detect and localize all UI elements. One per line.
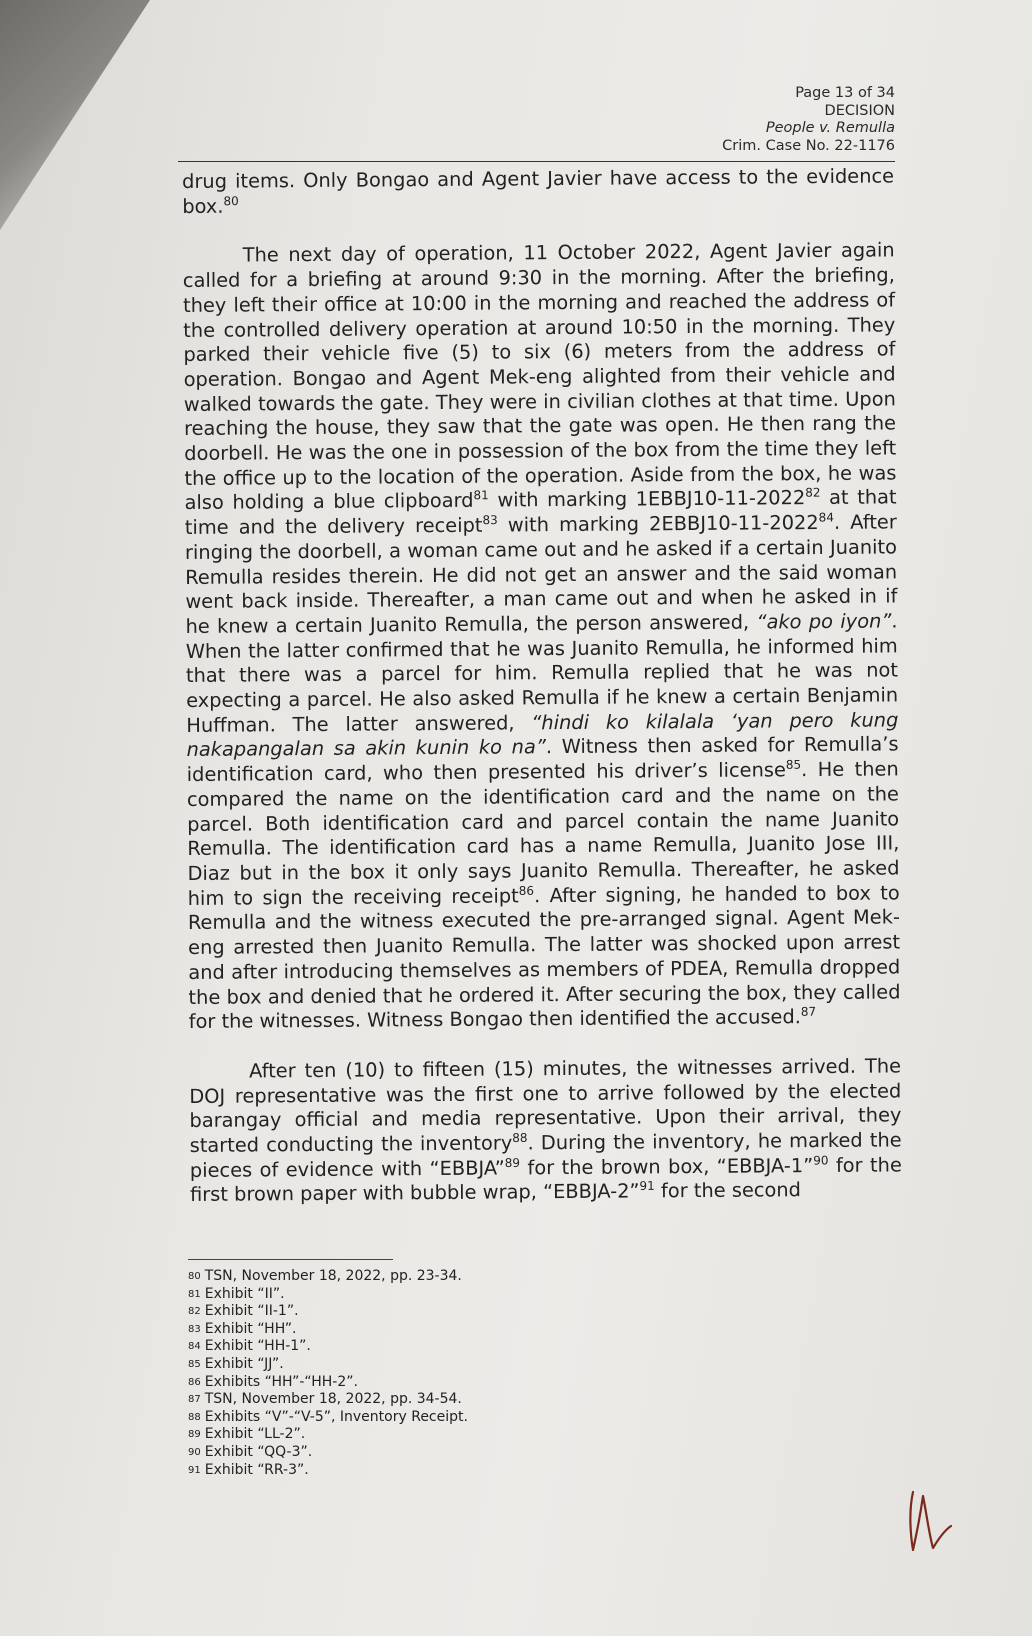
text-run: . He then compared the name on the identification card and the name on the parcel. Both identification card and parcel contain the name Juanito Remulla. The identification card has a name Remulla, Juanito Jose III, Diaz but in the box it only says Juanito Remulla. Thereafter, he asked him to sign the receiving receipt	[186, 757, 900, 910]
case-number: Crim. Case No. 22-1176	[722, 137, 895, 154]
footnote-ref: 89	[504, 1155, 521, 1170]
body-text	[182, 164, 902, 1208]
case-title: People v. Remulla	[765, 120, 895, 136]
footnote-ref: 91	[639, 1179, 655, 1194]
footnote-ref: 87	[800, 1004, 817, 1019]
page-fold-corner	[0, 0, 150, 230]
paragraph-operation	[183, 239, 901, 1035]
footnote: 82 Exhibit “II-1”.	[188, 1303, 299, 1320]
text-run: drug items. Only Bongao and Agent Javier have access to the evidence box.	[182, 164, 895, 218]
footnote-ref: 90	[813, 1153, 829, 1168]
text-run: . After ringing the doorbell, a woman came out and he asked if a certain Juanito Remulla resides therein. He did not get an answer and the said woman went back inside. Thereafter, a man came out and when he asked in if he knew a certain Juanito Remulla, the person answered,	[184, 510, 898, 638]
text-run: for the second	[654, 1178, 802, 1203]
footnote: 91 Exhibit “RR-3”.	[188, 1461, 309, 1478]
text-run: After ten (10) to fifteen (15) minutes, the witnesses arrived. The DOJ representative was the first one to arrive followed by the elected barangay official and media representative. Upon their arrival, they started conducting the inventory	[189, 1054, 902, 1157]
footnote-ref: 88	[512, 1130, 528, 1145]
footnote-ref: 82	[805, 485, 821, 501]
footnote: 89 Exhibit “LL-2”.	[188, 1426, 306, 1443]
text-run: The next day of operation, 11 October 2022, Agent Javier again called for a briefing at around 9:30 in the morning. After the briefing, they left their office at 10:00 in the morning and reached the address of the controlled delivery operation at around 10:50 in the morning. They parked their vehicle five (5) to six (6) meters from the address of operation. Bongao and Agent Mek-eng alighted from their vehicle and walked towards the gate. They were in civilian clothes at that time. Upon reaching the house, they saw that the gate was open. He then rang the doorbell. He was the one in possession of the box from the time they left the office up to the location of the operation. Aside from the box, he was also holding a blue clipboard	[182, 238, 897, 515]
footnote: 84 Exhibit “HH-1”.	[188, 1338, 311, 1355]
page-header	[475, 85, 895, 155]
footnote-ref: 86	[518, 883, 535, 898]
text-run: for the brown box, “EBBJA-1”	[519, 1153, 814, 1180]
text-run: with marking 1EBBJ10-11-2022	[488, 486, 806, 513]
paragraph-inventory	[189, 1054, 902, 1208]
text-run: at that time and the delivery receipt	[184, 485, 897, 540]
footnote-ref: 85	[785, 757, 802, 772]
italic-quote: “hindi ko kilalala ‘yan pero kung nakapangalan sa akin kunin ko na”	[186, 708, 899, 762]
footnote: 87 TSN, November 18, 2022, pp. 34-54.	[188, 1391, 462, 1408]
footnote: 83 Exhibit “HH”.	[188, 1320, 297, 1337]
footnote: 81 Exhibit “II”.	[188, 1285, 285, 1302]
footnotes	[188, 1268, 828, 1479]
footnote-ref: 83	[482, 513, 498, 528]
text-run: . After signing, he handed to box to Remulla and the witness executed the pre-arranged signal. Agent Mek-eng arrested then Juanito Remulla. The latter was shocked upon arrest and after introducing themselves as members of PDEA, Remulla dropped the box and denied that he ordered it. After securing the box, they called for the witnesses. Witness Bongao then identified the accused.	[187, 881, 901, 1034]
footnote: 90 Exhibit “QQ-3”.	[188, 1443, 313, 1460]
footnote: 80 TSN, November 18, 2022, pp. 23-34.	[188, 1268, 462, 1284]
header-rule	[178, 161, 895, 162]
footnote: 86 Exhibits “HH”-“HH-2”.	[188, 1373, 358, 1390]
text-run: . Witness then asked for Remulla’s identification card, who then presented his driver’s license	[186, 732, 899, 787]
document-type: DECISION	[824, 102, 895, 119]
footnote: 85 Exhibit “JJ”.	[188, 1355, 284, 1372]
handwritten-initial-icon	[905, 1488, 953, 1554]
footnote-ref: 84	[818, 510, 834, 525]
footnote-ref: 81	[473, 488, 489, 503]
text-run: with marking 2EBBJ10-11-2022	[497, 511, 819, 537]
footnote: 88 Exhibits “V”-“V-5”, Inventory Receipt.	[188, 1408, 468, 1425]
footnote-rule	[188, 1259, 393, 1260]
text-run: . During the inventory, he marked the pieces of evidence with “EBBJA”	[189, 1128, 902, 1182]
text-run: for the first brown paper with bubble wrap, “EBBJA-2”	[189, 1153, 902, 1207]
paragraph-continued	[182, 164, 894, 219]
page-number: Page 13 of 34	[795, 85, 895, 101]
text-run: . When the latter confirmed that he was Juanito Remulla, he informed him that there was a parcel for him. Remulla replied that he was not expecting a parcel. He also asked Remulla if he knew a certain Benjamin Huffman. The latter answered,	[185, 609, 899, 737]
italic-quote: “ako po iyon”	[756, 609, 892, 634]
footnote-ref: 80	[223, 193, 239, 208]
